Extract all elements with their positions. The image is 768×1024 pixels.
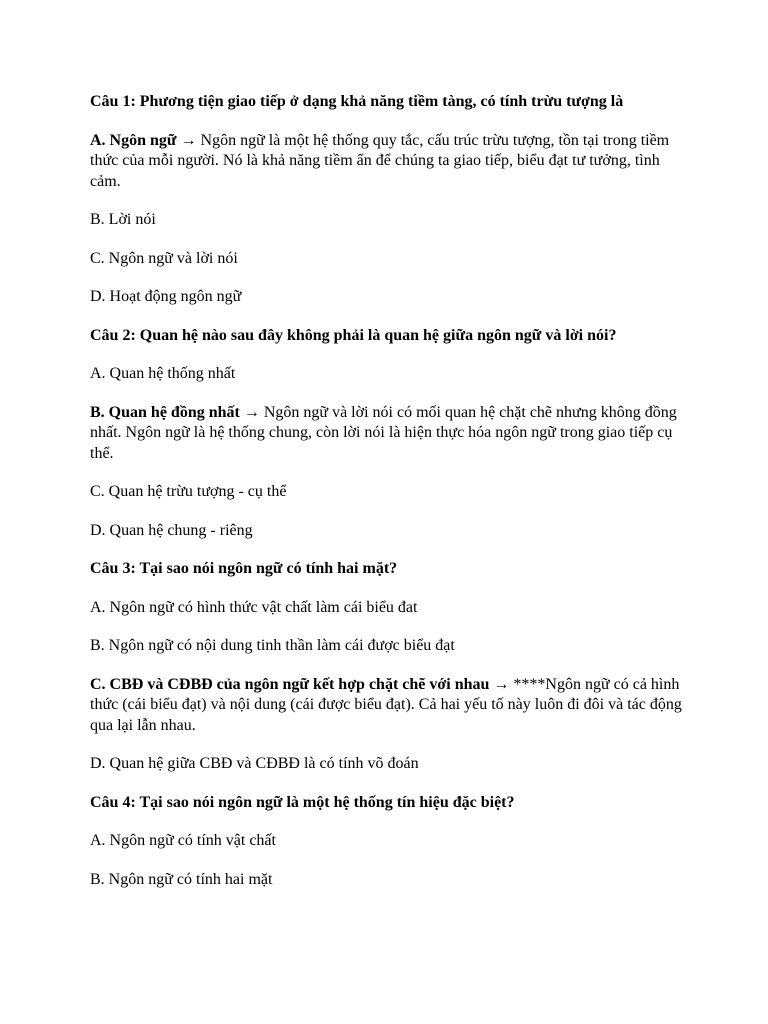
question-2-option-c: C. Quan hệ trừu tượng - cụ thể [90,483,287,500]
question-1-option-c: C. Ngôn ngữ và lời nói [90,249,238,267]
question-4-option-a: A. Ngôn ngữ có tính vật chất [90,832,276,849]
question-3-option-c [90,675,688,737]
arrow-icon: → [243,403,260,421]
correct-answer-label: A. Ngôn ngữ [90,131,177,149]
question-4-option-b: B. Ngôn ngữ có tính hai mặt [90,870,273,888]
question-1-option-a [90,131,688,193]
answer-explanation: ****Ngôn ngữ có cả hình thức (cái biểu đạt) và nội dung (cái được biểu đạt). Cả hai yếu tố này luôn đi đôi và tác động qua lại lẫn nhau. [90,675,682,734]
arrow-icon: → [180,131,197,149]
question-1-option-b: B. Lời nói [90,211,156,228]
question-4-title: Câu 4: Tại sao nói ngôn ngữ là một hệ thống tín hiệu đặc biệt? [90,793,515,811]
question-3-option-d: D. Quan hệ giữa CBĐ và CĐBĐ là có tính võ đoán [90,755,419,772]
question-3-title: Câu 3: Tại sao nói ngôn ngữ có tính hai mặt? [90,560,398,577]
answer-explanation: Ngôn ngữ là một hệ thống quy tắc, cấu trúc trừu tượng, tồn tại trong tiềm thức của mỗi người. Nó là khả năng tiềm ẩn để chúng ta giao tiếp, biểu đạt tư tưởng, tình cảm. [90,131,670,190]
correct-answer-label: C. CBĐ và CĐBĐ của ngôn ngữ kết hợp chặt chẽ với nhau [90,675,490,693]
answer-explanation: Ngôn ngữ và lời nói có mối quan hệ chặt chẽ nhưng không đồng nhất. Ngôn ngữ là hệ thống chung, còn lời nói là hiện thực hóa ngôn ngữ trong giao tiếp cụ thể. [90,403,677,462]
question-2-option-a: A. Quan hệ thống nhất [90,365,236,382]
question-2-title: Câu 2: Quan hệ nào sau đây không phải là quan hệ giữa ngôn ngữ và lời nói? [90,326,617,344]
question-1-title: Câu 1: Phương tiện giao tiếp ở dạng khả năng tiềm tàng, có tính trừu tượng là [90,93,624,110]
question-3-option-a: A. Ngôn ngữ có hình thức vật chất làm cái biểu đat [90,598,418,616]
question-2-option-d: D. Quan hệ chung - riêng [90,521,253,539]
arrow-icon: → [493,675,510,693]
question-1-option-d: D. Hoạt động ngôn ngữ [90,288,242,305]
correct-answer-label: B. Quan hệ đồng nhất [90,403,240,421]
question-3-option-b: B. Ngôn ngữ có nội dung tinh thần làm cái được biểu đạt [90,637,455,654]
question-2-option-b [90,403,688,465]
